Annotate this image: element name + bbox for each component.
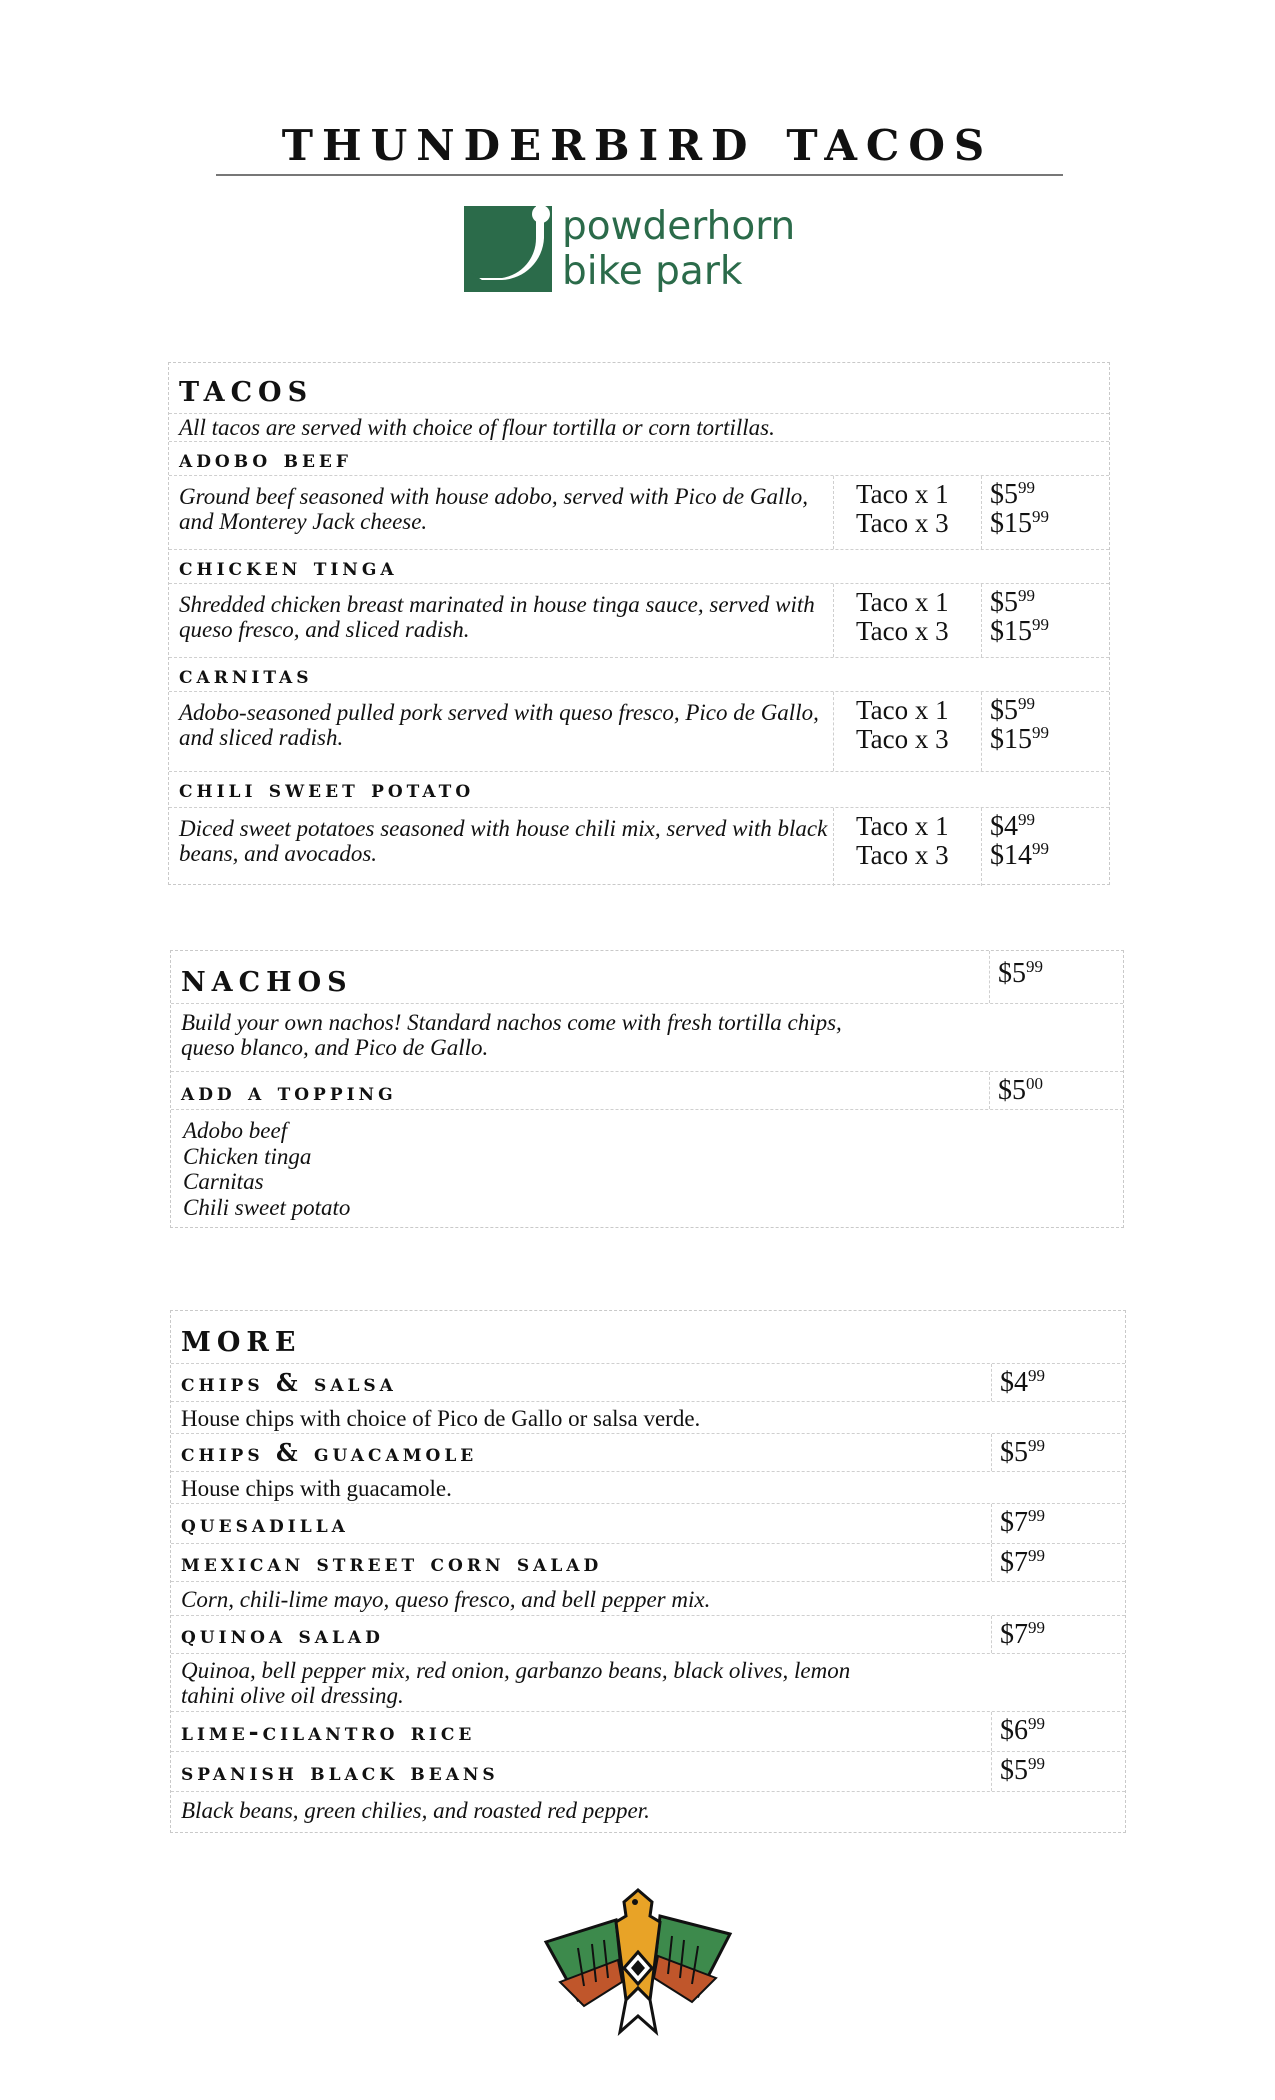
menu-item-name-row xyxy=(169,549,1109,583)
menu-item-name-row xyxy=(171,1543,1125,1581)
item-description: Shredded chicken breast marinated in house tinga sauce, served with queso fresco, and sliced radish. xyxy=(179,592,815,642)
section-heading: more xyxy=(181,1315,302,1360)
price-triple: $\$15^{99}$ xyxy=(990,615,1049,647)
price-single: $\$5^{99}$ xyxy=(990,586,1035,618)
section-heading-row xyxy=(169,363,1109,413)
sponsor-name xyxy=(562,204,795,294)
price-column xyxy=(981,808,1109,886)
sponsor-line-2: bike park xyxy=(562,249,743,294)
tacos-intro: All tacos are served with choice of flour tortilla or corn tortillas. xyxy=(179,415,775,440)
list-item: Chili sweet potato xyxy=(183,1194,351,1220)
price-column xyxy=(981,692,1109,771)
price-triple: $\$14^{99}$ xyxy=(990,839,1049,871)
topping-label: add a topping xyxy=(181,1077,397,1106)
thunderbird-icon xyxy=(538,1882,738,2042)
price-triple: $\$15^{99}$ xyxy=(990,507,1049,539)
item-name: adobo beef xyxy=(179,444,352,473)
item-price: $\$5^{99}$ xyxy=(991,1752,1125,1791)
quantity-column xyxy=(833,476,981,549)
item-description: House chips with choice of Pico de Gallo or salsa verde. xyxy=(181,1406,701,1431)
menu-item-detail-row xyxy=(169,583,1109,657)
price-single: $\$4^{99}$ xyxy=(990,810,1035,842)
more-section xyxy=(170,1310,1126,1833)
section-heading-row xyxy=(171,951,1123,1003)
item-description-row xyxy=(171,1581,1125,1615)
item-description: Adobo-seasoned pulled pork served with queso fresco, Pico de Gallo, and sliced radish. xyxy=(179,700,819,750)
item-price: $\$5^{99}$ xyxy=(991,1434,1125,1471)
menu-item-name-row xyxy=(171,1503,1125,1543)
item-name: chips & salsa xyxy=(181,1368,397,1397)
item-description: House chips with guacamole. xyxy=(181,1476,452,1501)
nachos-section xyxy=(170,950,1124,1228)
item-name: chips & guacamole xyxy=(181,1438,478,1467)
item-price: $\$7^{99}$ xyxy=(991,1544,1125,1581)
item-description: Quinoa, bell pepper mix, red onion, garbanzo beans, black olives, lemon tahini olive oil dressing. xyxy=(181,1658,851,1708)
list-item: Adobo beef xyxy=(183,1118,288,1143)
quantity-column xyxy=(833,808,981,886)
list-item: Chicken tinga xyxy=(183,1143,312,1169)
powderhorn-logo-icon xyxy=(462,204,552,294)
item-price: $\$7^{99}$ xyxy=(991,1616,1125,1653)
sponsor-line-1: powderhorn xyxy=(562,204,796,249)
tacos-section xyxy=(168,362,1110,885)
item-description: Diced sweet potatoes seasoned with house chili mix, served with black beans, and avocados. xyxy=(179,816,828,866)
nachos-description-row xyxy=(171,1003,1123,1071)
section-heading: nachos xyxy=(181,955,353,1000)
price-single: $\$5^{99}$ xyxy=(990,694,1035,726)
menu-item-detail-row xyxy=(169,475,1109,549)
item-description: Ground beef seasoned with house adobo, served with Pico de Gallo, and Monterey Jack cheese. xyxy=(179,484,809,534)
qty-triple: Taco x 3 xyxy=(856,724,949,754)
item-name: lime-cilantro rice xyxy=(181,1717,476,1746)
item-name: chicken tinga xyxy=(179,552,398,581)
item-description: Black beans, green chilies, and roasted red pepper. xyxy=(181,1798,650,1823)
price-column xyxy=(981,476,1109,549)
thunderbird-icon xyxy=(538,1882,738,2042)
menu-item-name-row xyxy=(171,1615,1125,1653)
item-name: mexican street corn salad xyxy=(181,1548,603,1577)
item-name: quesadilla xyxy=(181,1509,349,1538)
qty-triple: Taco x 3 xyxy=(856,616,949,646)
page-title: thunderbird tacos xyxy=(281,105,994,175)
menu-item-name-row xyxy=(171,1711,1125,1751)
item-price: $\$7^{99}$ xyxy=(991,1504,1125,1543)
item-price: $\$4^{99}$ xyxy=(991,1364,1125,1401)
list-item: Carnitas xyxy=(183,1169,264,1194)
topping-list xyxy=(171,1110,350,1229)
price-single: $\$5^{99}$ xyxy=(990,478,1035,510)
menu-item-detail-row xyxy=(169,807,1109,886)
item-name: chili sweet potato xyxy=(179,774,475,803)
section-heading: tacos xyxy=(179,365,314,410)
menu-item-name-row xyxy=(171,1751,1125,1791)
menu-item-detail-row xyxy=(169,691,1109,771)
qty-single: Taco x 1 xyxy=(856,587,949,617)
price-triple: $\$15^{99}$ xyxy=(990,723,1049,755)
sponsor-logo xyxy=(462,204,822,294)
menu-item-name-row xyxy=(169,771,1109,807)
price-column xyxy=(981,584,1109,657)
topping-row xyxy=(171,1071,1123,1109)
item-description-row xyxy=(171,1471,1125,1503)
item-price: $\$6^{99}$ xyxy=(991,1712,1125,1751)
qty-single: Taco x 1 xyxy=(856,811,949,841)
item-description-row xyxy=(171,1791,1125,1834)
quantity-column xyxy=(833,692,981,771)
quantity-column xyxy=(833,584,981,657)
menu-item-name-row xyxy=(171,1433,1125,1471)
qty-triple: Taco x 3 xyxy=(856,508,949,538)
menu-item-name-row xyxy=(171,1363,1125,1401)
menu-item-name-row xyxy=(169,657,1109,691)
section-heading-row xyxy=(171,1311,1125,1363)
item-description: Corn, chili-lime mayo, queso fresco, and bell pepper mix. xyxy=(181,1587,711,1612)
topping-list-row xyxy=(171,1109,1123,1229)
qty-single: Taco x 1 xyxy=(856,695,949,725)
nachos-description: Build your own nachos! Standard nachos come with fresh tortilla chips, queso blanco, and Pico de Gallo. xyxy=(181,1010,842,1060)
item-description-row xyxy=(171,1401,1125,1433)
item-name: carnitas xyxy=(179,660,313,689)
nachos-price: $\$5^{99}$ xyxy=(989,951,1123,1003)
qty-single: Taco x 1 xyxy=(856,479,949,509)
topping-price: $\$5^{00}$ xyxy=(989,1072,1123,1109)
menu-item-name-row xyxy=(169,441,1109,475)
qty-triple: Taco x 3 xyxy=(856,840,949,870)
item-name: spanish black beans xyxy=(181,1757,499,1786)
intro-row xyxy=(169,413,1109,441)
item-name: quinoa salad xyxy=(181,1620,384,1649)
title-divider xyxy=(216,174,1063,176)
item-description-row xyxy=(171,1653,1125,1711)
